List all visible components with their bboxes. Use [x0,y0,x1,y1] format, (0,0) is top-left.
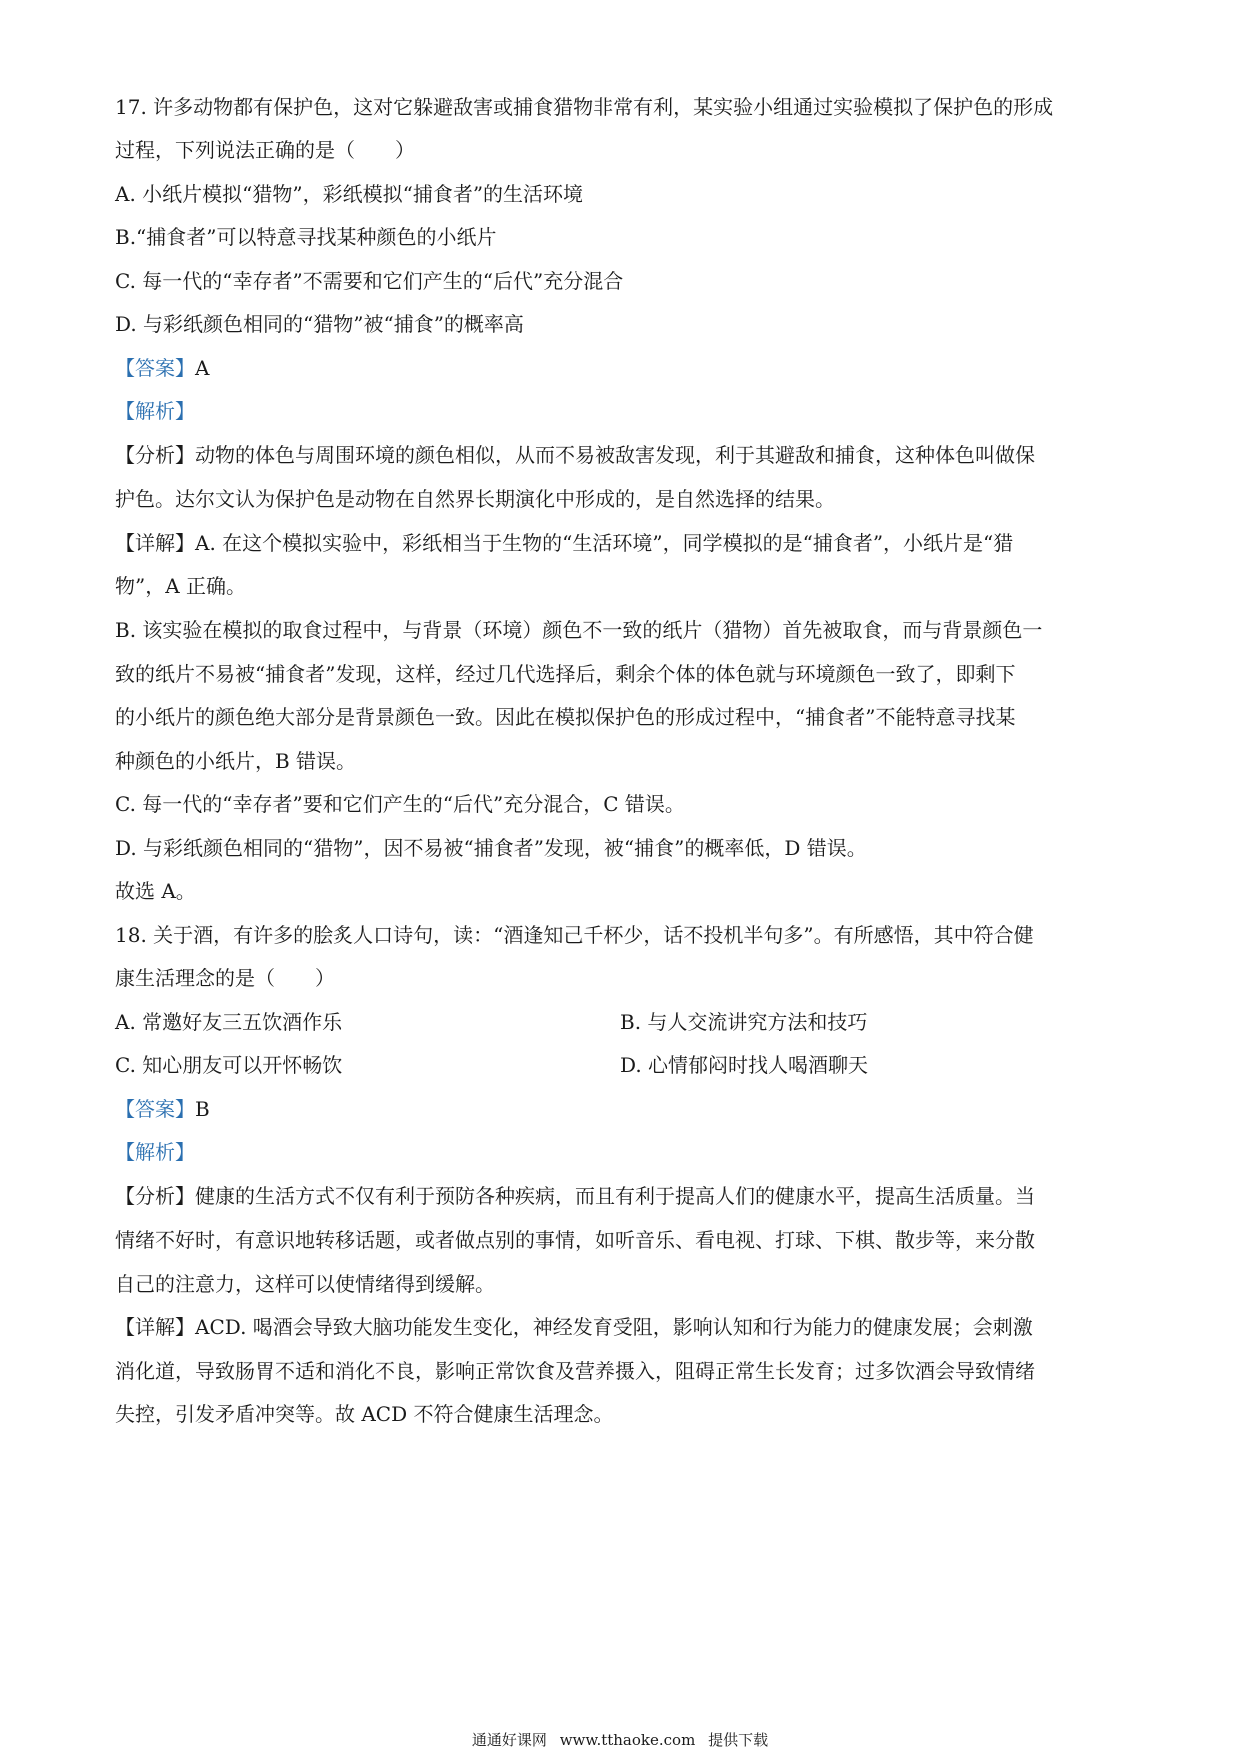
q18-xiangjie-line-2: 消化道，导致肠胃不适和消化不良，影响正常饮食及营养摄入，阻碍正常生长发育；过多饮酒会导致情绪 [115,1359,1035,1383]
q18-option-b: B. 与人交流讲究方法和技巧 [620,1010,868,1034]
q18-fenxi-text-1: 健康的生活方式不仅有利于预防各种疾病，而且有利于提高人们的健康水平，提高生活质量。当 [195,1184,1035,1208]
q18-xiangjie-line-3: 失控，引发矛盾冲突等。故 ACD 不符合健康生活理念。 [115,1402,614,1426]
fenxi-tag: 【分析】 [115,443,195,467]
q17-b-line-2: 致的纸片不易被“捕食者”发现，这样，经过几代选择后，剩余个体的体色就与环境颜色一致了，即剩下 [115,662,1016,686]
q17-xiangjie-line-1 [115,531,1135,555]
footer-site-name: 通通好课网 [471,1731,547,1749]
q17-d-line: D. 与彩纸颜色相同的“猎物”，因不易被“捕食者”发现，被“捕食”的概率低，D 错误。 [115,836,867,860]
q17-analysis-tag: 【解析】 [115,399,195,423]
q17-option-a: A. 小纸片模拟“猎物”，彩纸模拟“捕食者”的生活环境 [115,182,584,206]
q18-analysis-tag: 【解析】 [115,1140,195,1164]
q18-fenxi-line-2: 情绪不好时，有意识地转移话题，或者做点别的事情，如听音乐、看电视、打球、下棋、散步等，来分散 [115,1228,1035,1252]
q17-fenxi-line-2: 护色。达尔文认为保护色是动物在自然界长期演化中形成的，是自然选择的结果。 [115,487,835,511]
q17-c-line: C. 每一代的“幸存者”要和它们产生的“后代”充分混合，C 错误。 [115,792,685,816]
q17-xiangjie-line-2: 物”，A 正确。 [115,574,247,598]
page-footer [0,1729,1240,1750]
q17-stem-line-1: 17. 许多动物都有保护色，这对它躲避敌害或捕食猎物非常有利，某实验小组通过实验模拟了保护色的形成 [115,95,1054,119]
q17-b-line-1: B. 该实验在模拟的取食过程中，与背景（环境）颜色不一致的纸片（猎物）首先被取食，而与背景颜色一 [115,618,1043,642]
q17-stem-line-2: 过程，下列说法正确的是（ ） [115,138,415,162]
answer-tag: 【答案】 [115,1097,195,1121]
q18-option-a: A. 常邀好友三五饮酒作乐 [115,1010,343,1034]
footer-suffix: 提供下载 [708,1731,769,1749]
q17-option-b: B.“捕食者”可以特意寻找某种颜色的小纸片 [115,225,497,249]
q18-xiangjie-line-1 [115,1315,1135,1339]
xiangjie-tag: 【详解】 [115,1315,195,1339]
q18-option-c: C. 知心朋友可以开怀畅饮 [115,1053,343,1077]
q18-xiangjie-text-1: ACD. 喝酒会导致大脑功能发生变化，神经发育受阻，影响认知和行为能力的健康发展；会刺激 [195,1315,1033,1339]
q18-stem-line-2: 康生活理念的是（ ） [115,966,335,990]
answer-tag: 【答案】 [115,356,195,380]
q17-conclusion: 故选 A。 [115,879,196,903]
q18-option-d: D. 心情郁闷时找人喝酒聊天 [620,1053,869,1077]
q18-answer-value: B [195,1097,210,1121]
q18-fenxi-line-3: 自己的注意力，这样可以使情绪得到缓解。 [115,1272,495,1296]
q17-option-c: C. 每一代的“幸存者”不需要和它们产生的“后代”充分混合 [115,269,624,293]
q17-option-d: D. 与彩纸颜色相同的“猎物”被“捕食”的概率高 [115,312,524,336]
q17-answer-line [115,356,1135,380]
q17-b-line-4: 种颜色的小纸片，B 错误。 [115,749,357,773]
footer-url[interactable]: www.tthaoke.com [559,1731,696,1749]
q17-fenxi-line-1 [115,443,1135,467]
q18-fenxi-line-1 [115,1184,1135,1208]
q17-xiangjie-text-1: A. 在这个模拟实验中，彩纸相当于生物的“生活环境”，同学模拟的是“捕食者”，小纸片是“猎 [195,531,1014,555]
xiangjie-tag: 【详解】 [115,531,195,555]
q18-stem-line-1: 18. 关于酒，有许多的脍炙人口诗句，读：“酒逢知己千杯少，话不投机半句多”。有所感悟，其中符合健 [115,923,1034,947]
fenxi-tag: 【分析】 [115,1184,195,1208]
q17-fenxi-text-1: 动物的体色与周围环境的颜色相似，从而不易被敌害发现，利于其避敌和捕食，这种体色叫做保 [195,443,1035,467]
q17-b-line-3: 的小纸片的颜色绝大部分是背景颜色一致。因此在模拟保护色的形成过程中，“捕食者”不能特意寻找某 [115,705,1016,729]
q17-answer-value: A [195,356,210,380]
q18-answer-line [115,1097,1135,1121]
